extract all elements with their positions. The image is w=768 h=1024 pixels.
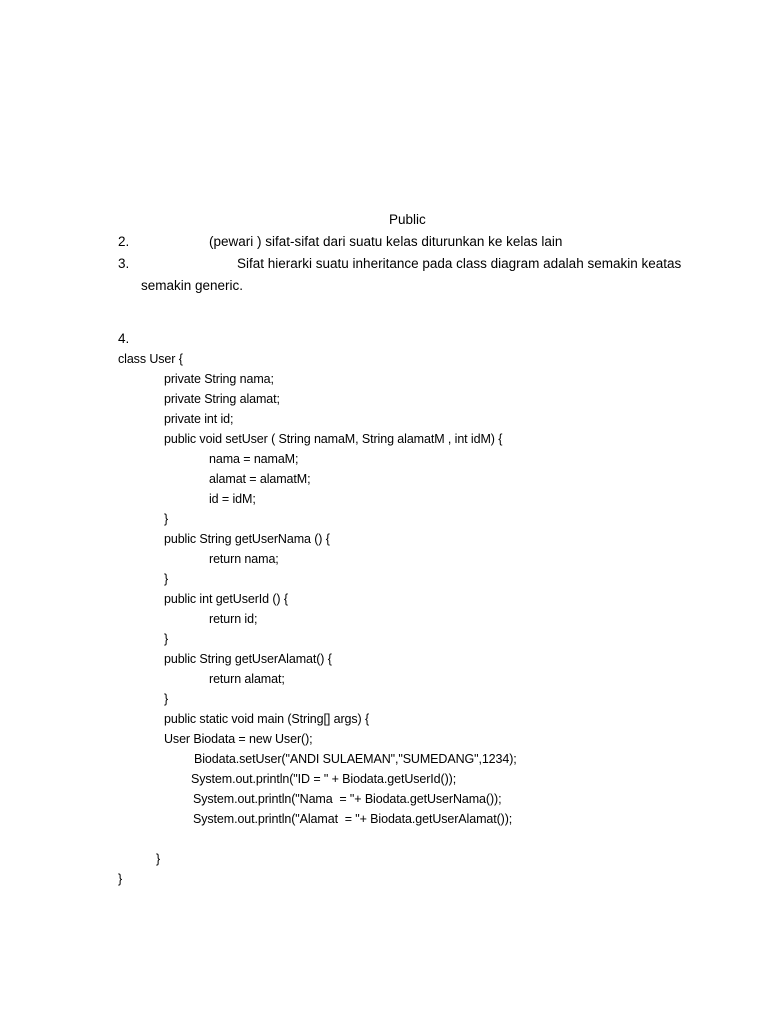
- code-line: }: [164, 572, 169, 586]
- code-line: public void setUser ( String namaM, String alamatM , int idM) {: [164, 432, 503, 446]
- code-line: private String nama;: [164, 372, 274, 386]
- item-3-text: Sifat hierarki suatu inheritance pada class diagram adalah semakin keatas: [237, 256, 682, 271]
- code-line: alamat = alamatM;: [209, 472, 311, 486]
- item-2-number: 2.: [118, 234, 130, 249]
- code-line: }: [156, 852, 161, 866]
- code-line: }: [164, 512, 169, 526]
- section-heading: Public: [389, 212, 426, 227]
- code-line: private String alamat;: [164, 392, 280, 406]
- code-line: Biodata.setUser("ANDI SULAEMAN","SUMEDANG",1234);: [194, 752, 517, 766]
- code-line: }: [118, 872, 123, 886]
- code-line: public static void main (String[] args) {: [164, 712, 370, 726]
- code-line: public String getUserNama () {: [164, 532, 330, 546]
- code-line: System.out.println("ID = " + Biodata.getUserId());: [191, 772, 457, 786]
- item-3-continuation: semakin generic.: [141, 278, 244, 293]
- item-2-text: (pewari ) sifat-sifat dari suatu kelas diturunkan ke kelas lain: [209, 234, 563, 249]
- code-line: System.out.println("Nama = "+ Biodata.getUserNama());: [193, 792, 502, 806]
- item-3-number: 3.: [118, 256, 130, 271]
- code-line: private int id;: [164, 412, 234, 426]
- code-line: User Biodata = new User();: [164, 732, 313, 746]
- item-4-number: 4.: [118, 331, 130, 346]
- code-line: return alamat;: [209, 672, 285, 686]
- code-line: nama = namaM;: [209, 452, 299, 466]
- code-line: id = idM;: [209, 492, 256, 506]
- code-line: return nama;: [209, 552, 279, 566]
- code-line: public String getUserAlamat() {: [164, 652, 332, 666]
- code-line: public int getUserId () {: [164, 592, 288, 606]
- code-line: }: [164, 692, 169, 706]
- code-line: return id;: [209, 612, 258, 626]
- code-line: class User {: [118, 352, 183, 366]
- code-line: System.out.println("Alamat = "+ Biodata.getUserAlamat());: [193, 812, 513, 826]
- code-line: }: [164, 632, 169, 646]
